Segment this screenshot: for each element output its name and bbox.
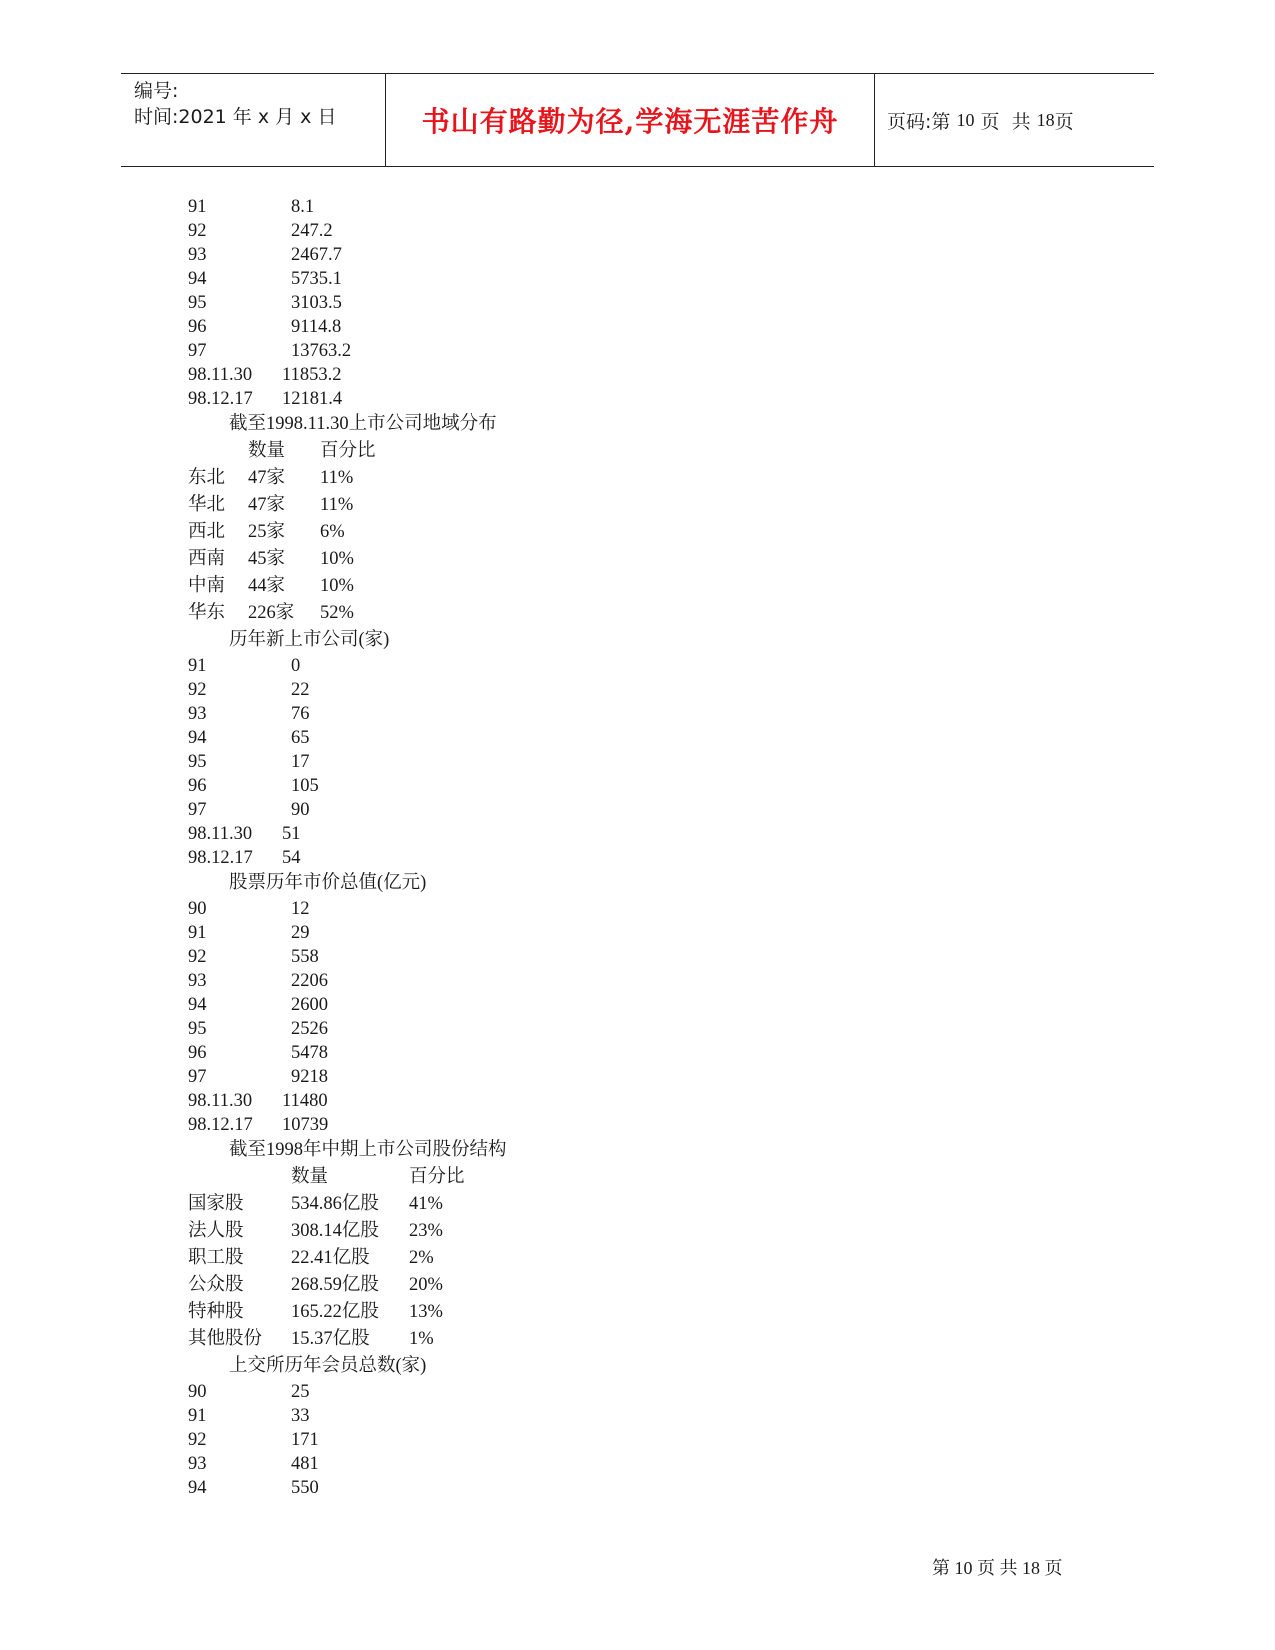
row-value: 247.2 [291, 221, 333, 241]
section-title-members: 上交所历年会员总数(家) [229, 1356, 427, 1376]
table-row [188, 387, 1088, 411]
section-title-share-structure: 截至1998年中期上市公司股份结构 [229, 1140, 507, 1160]
row-value: 11853.2 [282, 365, 342, 385]
region-table-header [188, 438, 1088, 465]
row-pct: 10% [320, 549, 354, 569]
row-share-type: 其他股份 [188, 1329, 263, 1349]
row-value: 171 [291, 1430, 319, 1450]
row-year: 94 [188, 995, 207, 1015]
table-row [188, 1476, 1088, 1500]
row-year: 91 [188, 656, 207, 676]
row-year: 92 [188, 1430, 207, 1450]
col-pct-label: 百分比 [320, 441, 376, 461]
row-year: 90 [188, 899, 207, 919]
page-number: 10 [956, 109, 975, 130]
row-value: 29 [291, 923, 310, 943]
row-qty: 47家 [248, 495, 286, 515]
row-year: 91 [188, 923, 207, 943]
row-year: 98.12.17 [188, 1115, 253, 1135]
row-share-type: 法人股 [188, 1221, 244, 1241]
table-row [188, 774, 1088, 798]
row-value: 22 [291, 680, 310, 700]
header-left-cell [121, 74, 385, 166]
table-row [188, 969, 1088, 993]
row-pct: 10% [320, 576, 354, 596]
row-pct: 13% [409, 1302, 443, 1322]
table-row [188, 798, 1088, 822]
row-pct: 52% [320, 603, 354, 623]
page-prefix: 页码:第 [887, 110, 957, 133]
section-market-value-table [188, 897, 1088, 1137]
table-row [188, 822, 1088, 846]
row-value: 12 [291, 899, 310, 919]
col-pct-label: 百分比 [409, 1167, 465, 1187]
row-pct: 2% [409, 1248, 434, 1268]
section-title-market-value: 股票历年市价总值(亿元) [229, 873, 427, 893]
row-value: 2526 [291, 1019, 328, 1039]
row-value: 5735.1 [291, 269, 342, 289]
row-year: 90 [188, 1382, 207, 1402]
row-value: 11480 [282, 1091, 328, 1111]
row-share-type: 国家股 [188, 1194, 244, 1214]
table-row [188, 363, 1088, 387]
col-qty-label: 数量 [248, 441, 286, 461]
table-row [188, 726, 1088, 750]
row-year: 91 [188, 1406, 207, 1426]
table-row [188, 1326, 1088, 1353]
row-region: 华北 [188, 495, 226, 515]
table-row [188, 1089, 1088, 1113]
row-year: 97 [188, 1067, 207, 1087]
row-year: 96 [188, 1043, 207, 1063]
table-row [188, 1452, 1088, 1476]
row-pct: 23% [409, 1221, 443, 1241]
table-row [188, 846, 1088, 870]
row-value: 90 [291, 800, 310, 820]
header-motto: 书山有路勤为径,学海无涯苦作舟 [385, 74, 875, 166]
row-share-type: 职工股 [188, 1248, 244, 1268]
row-value: 76 [291, 704, 310, 724]
table-row [188, 750, 1088, 774]
row-value: 558 [291, 947, 319, 967]
row-year: 96 [188, 317, 207, 337]
table-row [188, 1218, 1088, 1245]
table-row [188, 492, 1088, 519]
section-volume-table [188, 195, 1088, 411]
table-row [188, 1017, 1088, 1041]
row-year: 98.12.17 [188, 848, 253, 868]
row-year: 98.11.30 [188, 824, 253, 844]
row-qty: 44家 [248, 576, 286, 596]
page-mid: 页 共 [974, 110, 1037, 133]
row-qty: 25家 [248, 522, 286, 542]
row-region: 东北 [188, 468, 226, 488]
row-value: 2467.7 [291, 245, 342, 265]
row-year: 95 [188, 752, 207, 772]
table-row [188, 315, 1088, 339]
table-row [188, 519, 1088, 546]
table-row [188, 1041, 1088, 1065]
table-row [188, 678, 1088, 702]
row-value: 9218 [291, 1067, 328, 1087]
row-value: 0 [291, 656, 301, 676]
row-qty: 534.86亿股 [291, 1194, 379, 1214]
row-region: 西南 [188, 549, 226, 569]
row-pct: 41% [409, 1194, 443, 1214]
row-value: 105 [291, 776, 319, 796]
row-year: 95 [188, 293, 207, 313]
section-title-region: 截至1998.11.30上市公司地域分布 [229, 414, 497, 434]
row-year: 93 [188, 971, 207, 991]
row-year: 93 [188, 245, 207, 265]
row-year: 92 [188, 680, 207, 700]
table-row [188, 1245, 1088, 1272]
section-new-listings-table [188, 654, 1088, 870]
table-row [188, 219, 1088, 243]
row-value: 5478 [291, 1043, 328, 1063]
table-row [188, 1113, 1088, 1137]
row-year: 95 [188, 1019, 207, 1039]
row-share-type: 特种股 [188, 1302, 244, 1322]
table-row [188, 243, 1088, 267]
table-row [188, 600, 1088, 627]
table-row [188, 1065, 1088, 1089]
row-pct: 11% [320, 495, 354, 515]
table-row [188, 897, 1088, 921]
table-row [188, 921, 1088, 945]
section-members-table [188, 1380, 1088, 1500]
table-row [188, 1404, 1088, 1428]
row-pct: 11% [320, 468, 354, 488]
row-value: 65 [291, 728, 310, 748]
table-row [188, 1428, 1088, 1452]
table-row [188, 702, 1088, 726]
row-value: 54 [282, 848, 301, 868]
table-row [188, 546, 1088, 573]
serial-label: 编号: [134, 80, 179, 102]
table-row [188, 339, 1088, 363]
row-year: 98.12.17 [188, 389, 253, 409]
section-title-new-listings: 历年新上市公司(家) [229, 630, 390, 650]
table-row [188, 573, 1088, 600]
page-header [121, 73, 1154, 167]
col-qty-label: 数量 [291, 1167, 329, 1187]
row-value: 2206 [291, 971, 328, 991]
table-row [188, 291, 1088, 315]
table-row [188, 1380, 1088, 1404]
row-year: 92 [188, 947, 207, 967]
row-qty: 45家 [248, 549, 286, 569]
page-suffix: 页 [1054, 110, 1074, 133]
page-total: 18 [1036, 109, 1055, 130]
row-pct: 6% [320, 522, 345, 542]
row-qty: 226家 [248, 603, 295, 623]
page-footer: 第 10 页 共 18 页 [932, 1558, 1063, 1578]
row-year: 98.11.30 [188, 1091, 253, 1111]
row-share-type: 公众股 [188, 1275, 244, 1295]
row-region: 西北 [188, 522, 226, 542]
table-row [188, 993, 1088, 1017]
row-value: 481 [291, 1454, 319, 1474]
row-year: 93 [188, 1454, 207, 1474]
row-year: 97 [188, 341, 207, 361]
row-year: 97 [188, 800, 207, 820]
time-label: 时间:2021 年 x 月 x 日 [134, 106, 337, 128]
row-qty: 165.22亿股 [291, 1302, 379, 1322]
row-qty: 15.37亿股 [291, 1329, 370, 1349]
row-year: 98.11.30 [188, 365, 253, 385]
header-page-info [875, 74, 1154, 166]
row-value: 3103.5 [291, 293, 342, 313]
row-value: 51 [282, 824, 301, 844]
row-qty: 22.41亿股 [291, 1248, 370, 1268]
row-value: 12181.4 [282, 389, 343, 409]
table-row [188, 1272, 1088, 1299]
row-year: 96 [188, 776, 207, 796]
row-value: 2600 [291, 995, 328, 1015]
table-row [188, 465, 1088, 492]
table-row [188, 654, 1088, 678]
row-qty: 308.14亿股 [291, 1221, 379, 1241]
share-table-header [188, 1164, 1088, 1191]
row-year: 94 [188, 1478, 207, 1498]
row-value: 10739 [282, 1115, 329, 1135]
row-value: 9114.8 [291, 317, 342, 337]
row-qty: 268.59亿股 [291, 1275, 379, 1295]
table-row [188, 945, 1088, 969]
row-pct: 20% [409, 1275, 443, 1295]
section-region-table [188, 465, 1088, 627]
table-row [188, 267, 1088, 291]
table-row [188, 1191, 1088, 1218]
row-region: 华东 [188, 603, 226, 623]
row-value: 550 [291, 1478, 319, 1498]
row-year: 92 [188, 221, 207, 241]
section-share-structure-table [188, 1191, 1088, 1353]
row-pct: 1% [409, 1329, 434, 1349]
row-region: 中南 [188, 576, 226, 596]
row-qty: 47家 [248, 468, 286, 488]
row-value: 17 [291, 752, 310, 772]
table-row [188, 195, 1088, 219]
row-year: 91 [188, 197, 207, 217]
row-year: 93 [188, 704, 207, 724]
row-year: 94 [188, 269, 207, 289]
row-value: 13763.2 [291, 341, 352, 361]
row-value: 33 [291, 1406, 310, 1426]
row-value: 25 [291, 1382, 310, 1402]
row-value: 8.1 [291, 197, 315, 217]
row-year: 94 [188, 728, 207, 748]
table-row [188, 1299, 1088, 1326]
document-body [188, 195, 1088, 1500]
